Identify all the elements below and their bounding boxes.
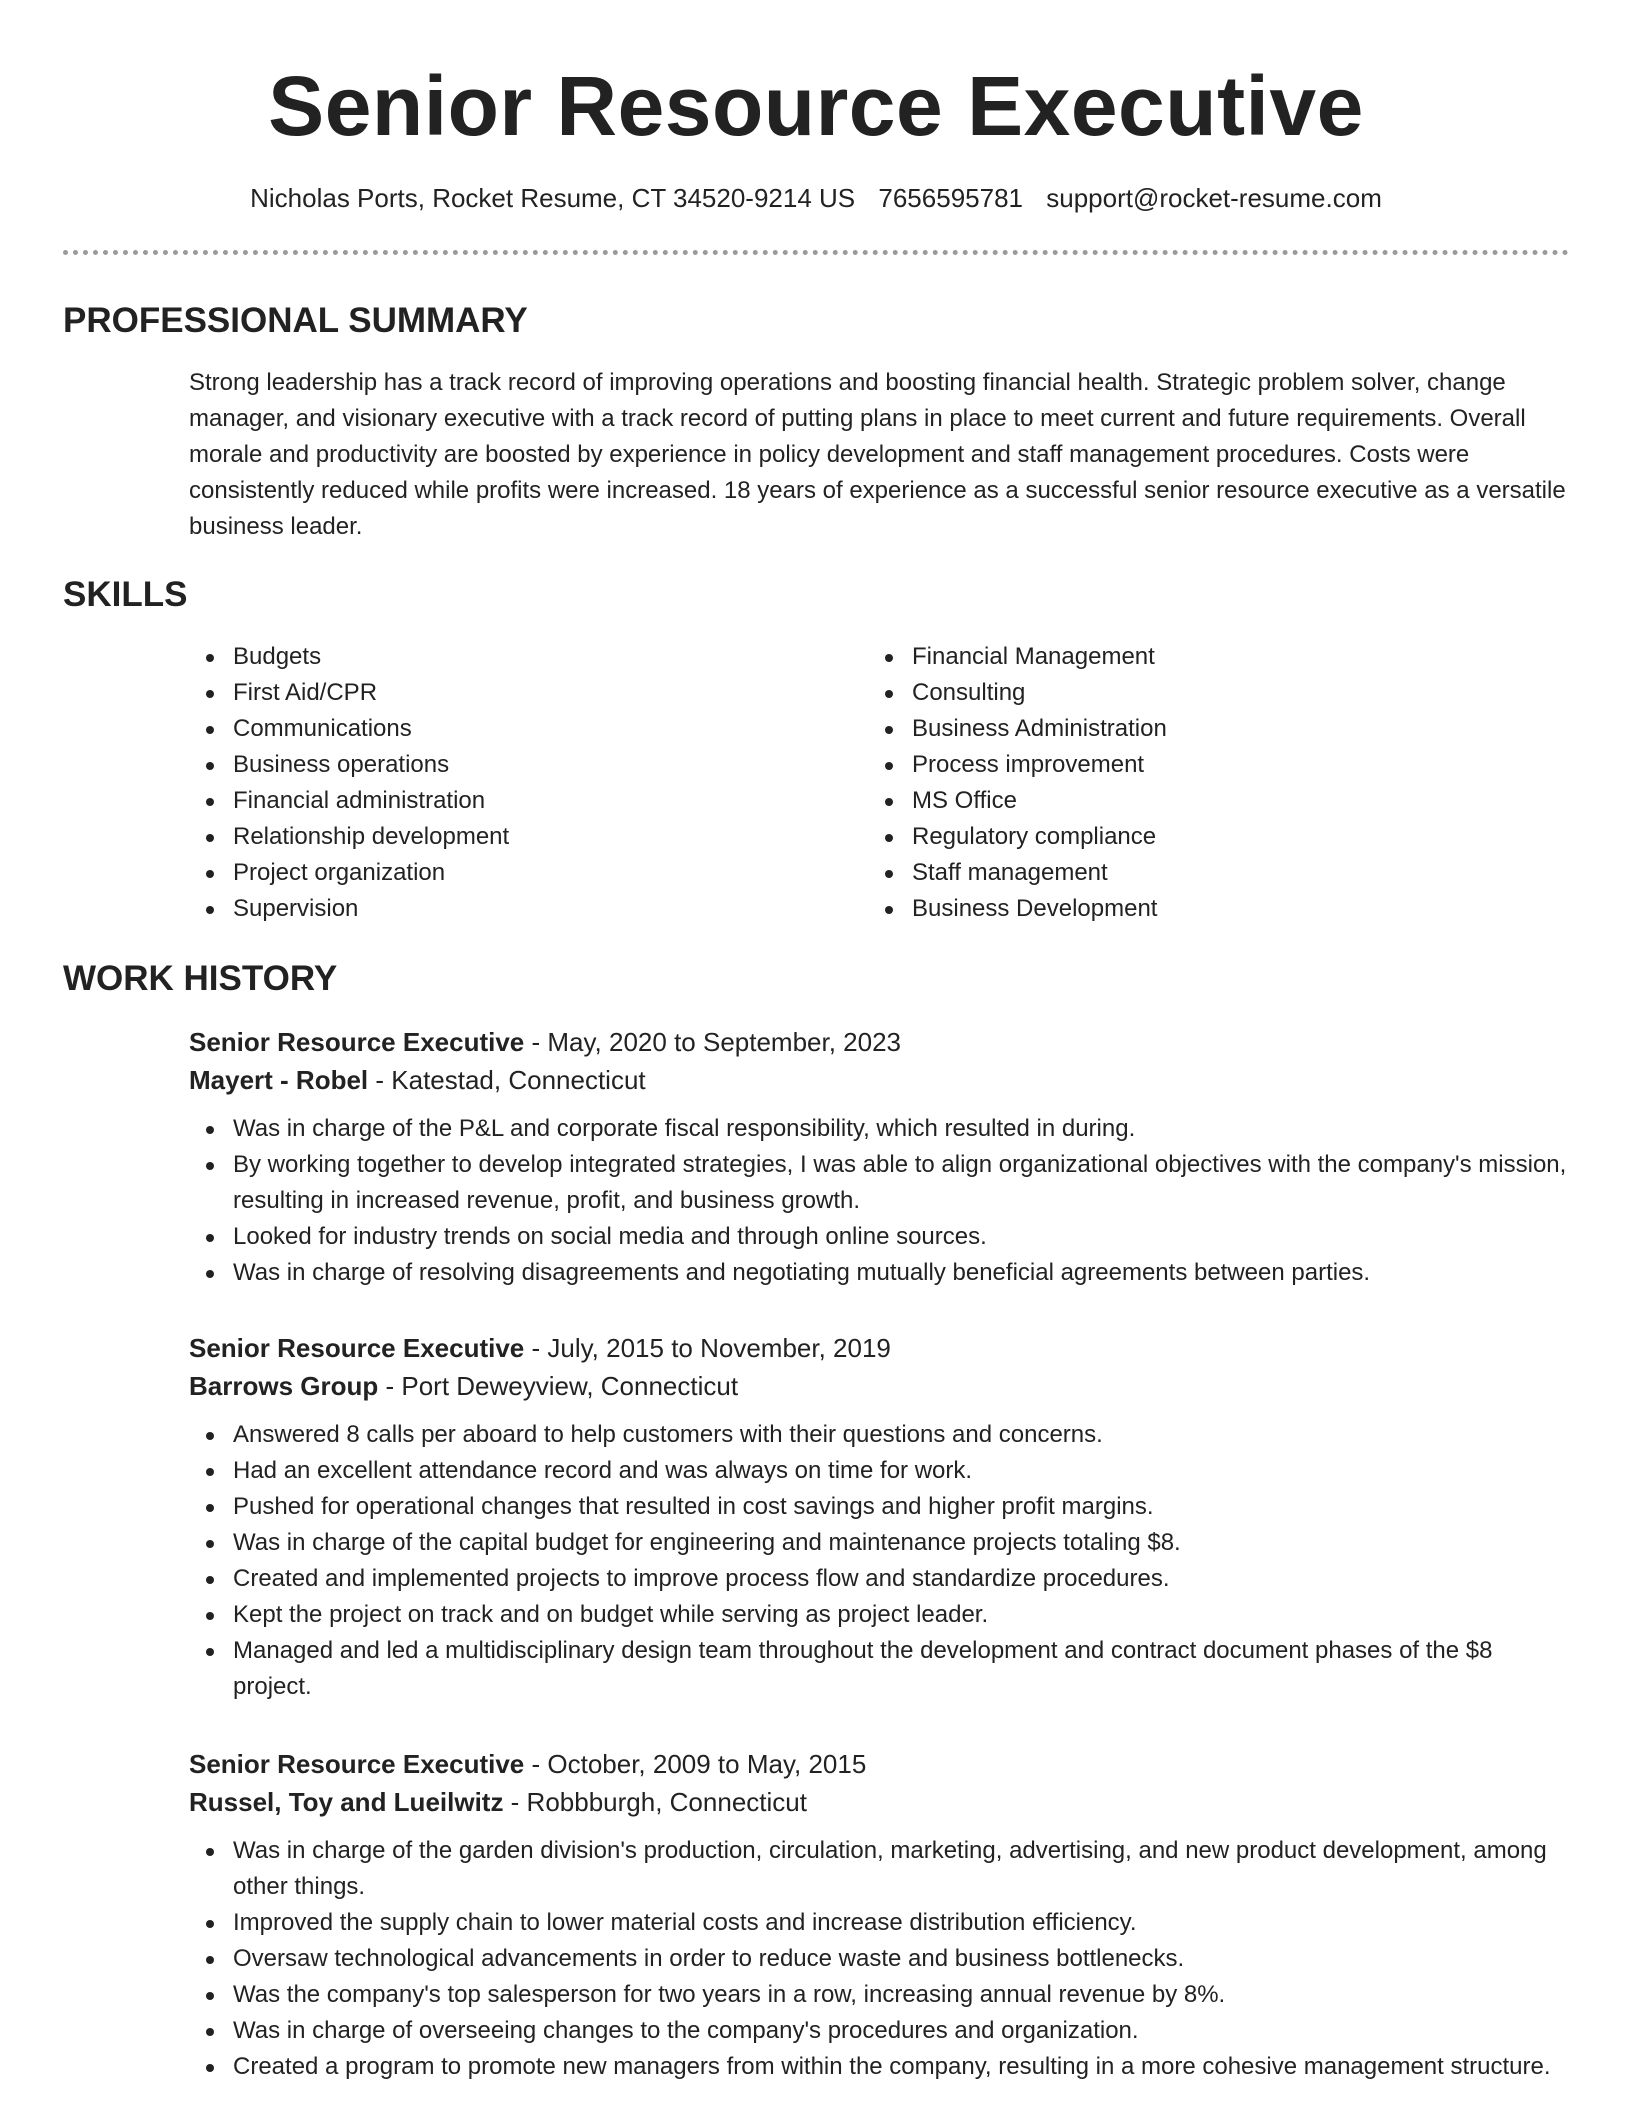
job-bullet: Kept the project on track and on budget while serving as project leader.	[189, 1597, 1569, 1633]
job-title: Senior Resource Executive	[189, 1749, 525, 1779]
skill-item: Regulatory compliance	[868, 819, 1508, 855]
job-company: Russel, Toy and Lueilwitz	[189, 1787, 504, 1817]
job-company-line	[189, 1783, 1569, 1821]
job-bullet-list	[189, 1833, 1569, 2085]
job-bullet: Oversaw technological advancements in order to reduce waste and business bottlenecks.	[189, 1941, 1569, 1977]
skills-list-right	[868, 639, 1508, 927]
job-bullet: Was in charge of overseeing changes to the company's procedures and organization.	[189, 2013, 1569, 2049]
job-dates: - May, 2020 to September, 2023	[524, 1027, 902, 1057]
skill-item: Business Administration	[868, 711, 1508, 747]
skill-item: Process improvement	[868, 747, 1508, 783]
job-bullet: Was in charge of resolving disagreements and negotiating mutually beneficial agreements between parties.	[189, 1255, 1569, 1291]
skill-item: First Aid/CPR	[189, 675, 829, 711]
skill-item: Relationship development	[189, 819, 829, 855]
job-bullet: By working together to develop integrated strategies, I was able to align organizational objectives with the company's mission, resulting in increased revenue, profit, and business growth.	[189, 1147, 1569, 1219]
job-location: - Katestad, Connecticut	[368, 1065, 646, 1095]
job-bullet: Looked for industry trends on social media and through online sources.	[189, 1219, 1569, 1255]
job-entry	[189, 1745, 1569, 2085]
skill-item: Staff management	[868, 855, 1508, 891]
job-title-line	[189, 1745, 1569, 1783]
skill-item: Budgets	[189, 639, 829, 675]
header-divider	[63, 250, 1569, 255]
skill-item: Consulting	[868, 675, 1508, 711]
skills-list-left	[189, 639, 829, 927]
contact-phone: 7656595781	[878, 183, 1023, 213]
job-title-line	[189, 1023, 1569, 1061]
job-bullet: Was in charge of the P&L and corporate fiscal responsibility, which resulted in during.	[189, 1111, 1569, 1147]
job-dates: - October, 2009 to May, 2015	[524, 1749, 867, 1779]
job-company-line	[189, 1367, 1569, 1405]
contact-address: Nicholas Ports, Rocket Resume, CT 34520-9214 US	[250, 183, 856, 213]
resume-title: Senior Resource Executive	[268, 59, 1364, 153]
job-bullet: Had an excellent attendance record and was always on time for work.	[189, 1453, 1569, 1489]
job-title: Senior Resource Executive	[189, 1333, 525, 1363]
skill-item: Supervision	[189, 891, 829, 927]
job-location: - Robbburgh, Connecticut	[503, 1787, 807, 1817]
job-bullet: Created a program to promote new managers from within the company, resulting in a more cohesive management structure.	[189, 2049, 1569, 2085]
skill-item: Business operations	[189, 747, 829, 783]
job-title: Senior Resource Executive	[189, 1027, 525, 1057]
job-bullet: Was in charge of the garden division's production, circulation, marketing, advertising, and new product development, among other things.	[189, 1833, 1569, 1905]
summary-text: Strong leadership has a track record of improving operations and boosting financial health. Strategic problem solver, change manager, and visionary executive with a track record of putting plans in place to meet current and future requirements. Overall morale and productivity are boosted by experience in policy development and staff management procedures. Costs were consistently reduced while profits were increased. 18 years of experience as a successful senior resource executive as a versatile business leader.	[189, 369, 1566, 540]
skill-item: Financial Management	[868, 639, 1508, 675]
job-bullet: Was in charge of the capital budget for engineering and maintenance projects totaling $8.	[189, 1525, 1569, 1561]
job-company: Mayert - Robel	[189, 1065, 369, 1095]
skills-heading: SKILLS	[63, 575, 188, 614]
job-title-line	[189, 1329, 1569, 1367]
summary-heading: PROFESSIONAL SUMMARY	[63, 301, 528, 340]
job-entry	[189, 1023, 1569, 1291]
job-bullet: Managed and led a multidisciplinary design team throughout the development and contract document phases of the $8 project.	[189, 1633, 1569, 1705]
job-bullet: Pushed for operational changes that resulted in cost savings and higher profit margins.	[189, 1489, 1569, 1525]
skill-item: Communications	[189, 711, 829, 747]
job-bullet: Was the company's top salesperson for two years in a row, increasing annual revenue by 8%.	[189, 1977, 1569, 2013]
skill-item: Financial administration	[189, 783, 829, 819]
job-company-line	[189, 1061, 1569, 1099]
job-bullet: Answered 8 calls per aboard to help customers with their questions and concerns.	[189, 1417, 1569, 1453]
contact-line	[0, 181, 1632, 215]
job-bullet: Created and implemented projects to improve process flow and standardize procedures.	[189, 1561, 1569, 1597]
job-company: Barrows Group	[189, 1371, 379, 1401]
job-bullet-list	[189, 1111, 1569, 1291]
job-dates: - July, 2015 to November, 2019	[524, 1333, 891, 1363]
skill-item: Business Development	[868, 891, 1508, 927]
skill-item: Project organization	[189, 855, 829, 891]
skill-item: MS Office	[868, 783, 1508, 819]
job-entry	[189, 1329, 1569, 1705]
job-location: - Port Deweyview, Connecticut	[378, 1371, 739, 1401]
job-bullet: Improved the supply chain to lower material costs and increase distribution efficiency.	[189, 1905, 1569, 1941]
work-history-heading: WORK HISTORY	[63, 959, 338, 998]
job-bullet-list	[189, 1417, 1569, 1705]
contact-email[interactable]: support@rocket-resume.com	[1046, 183, 1382, 213]
